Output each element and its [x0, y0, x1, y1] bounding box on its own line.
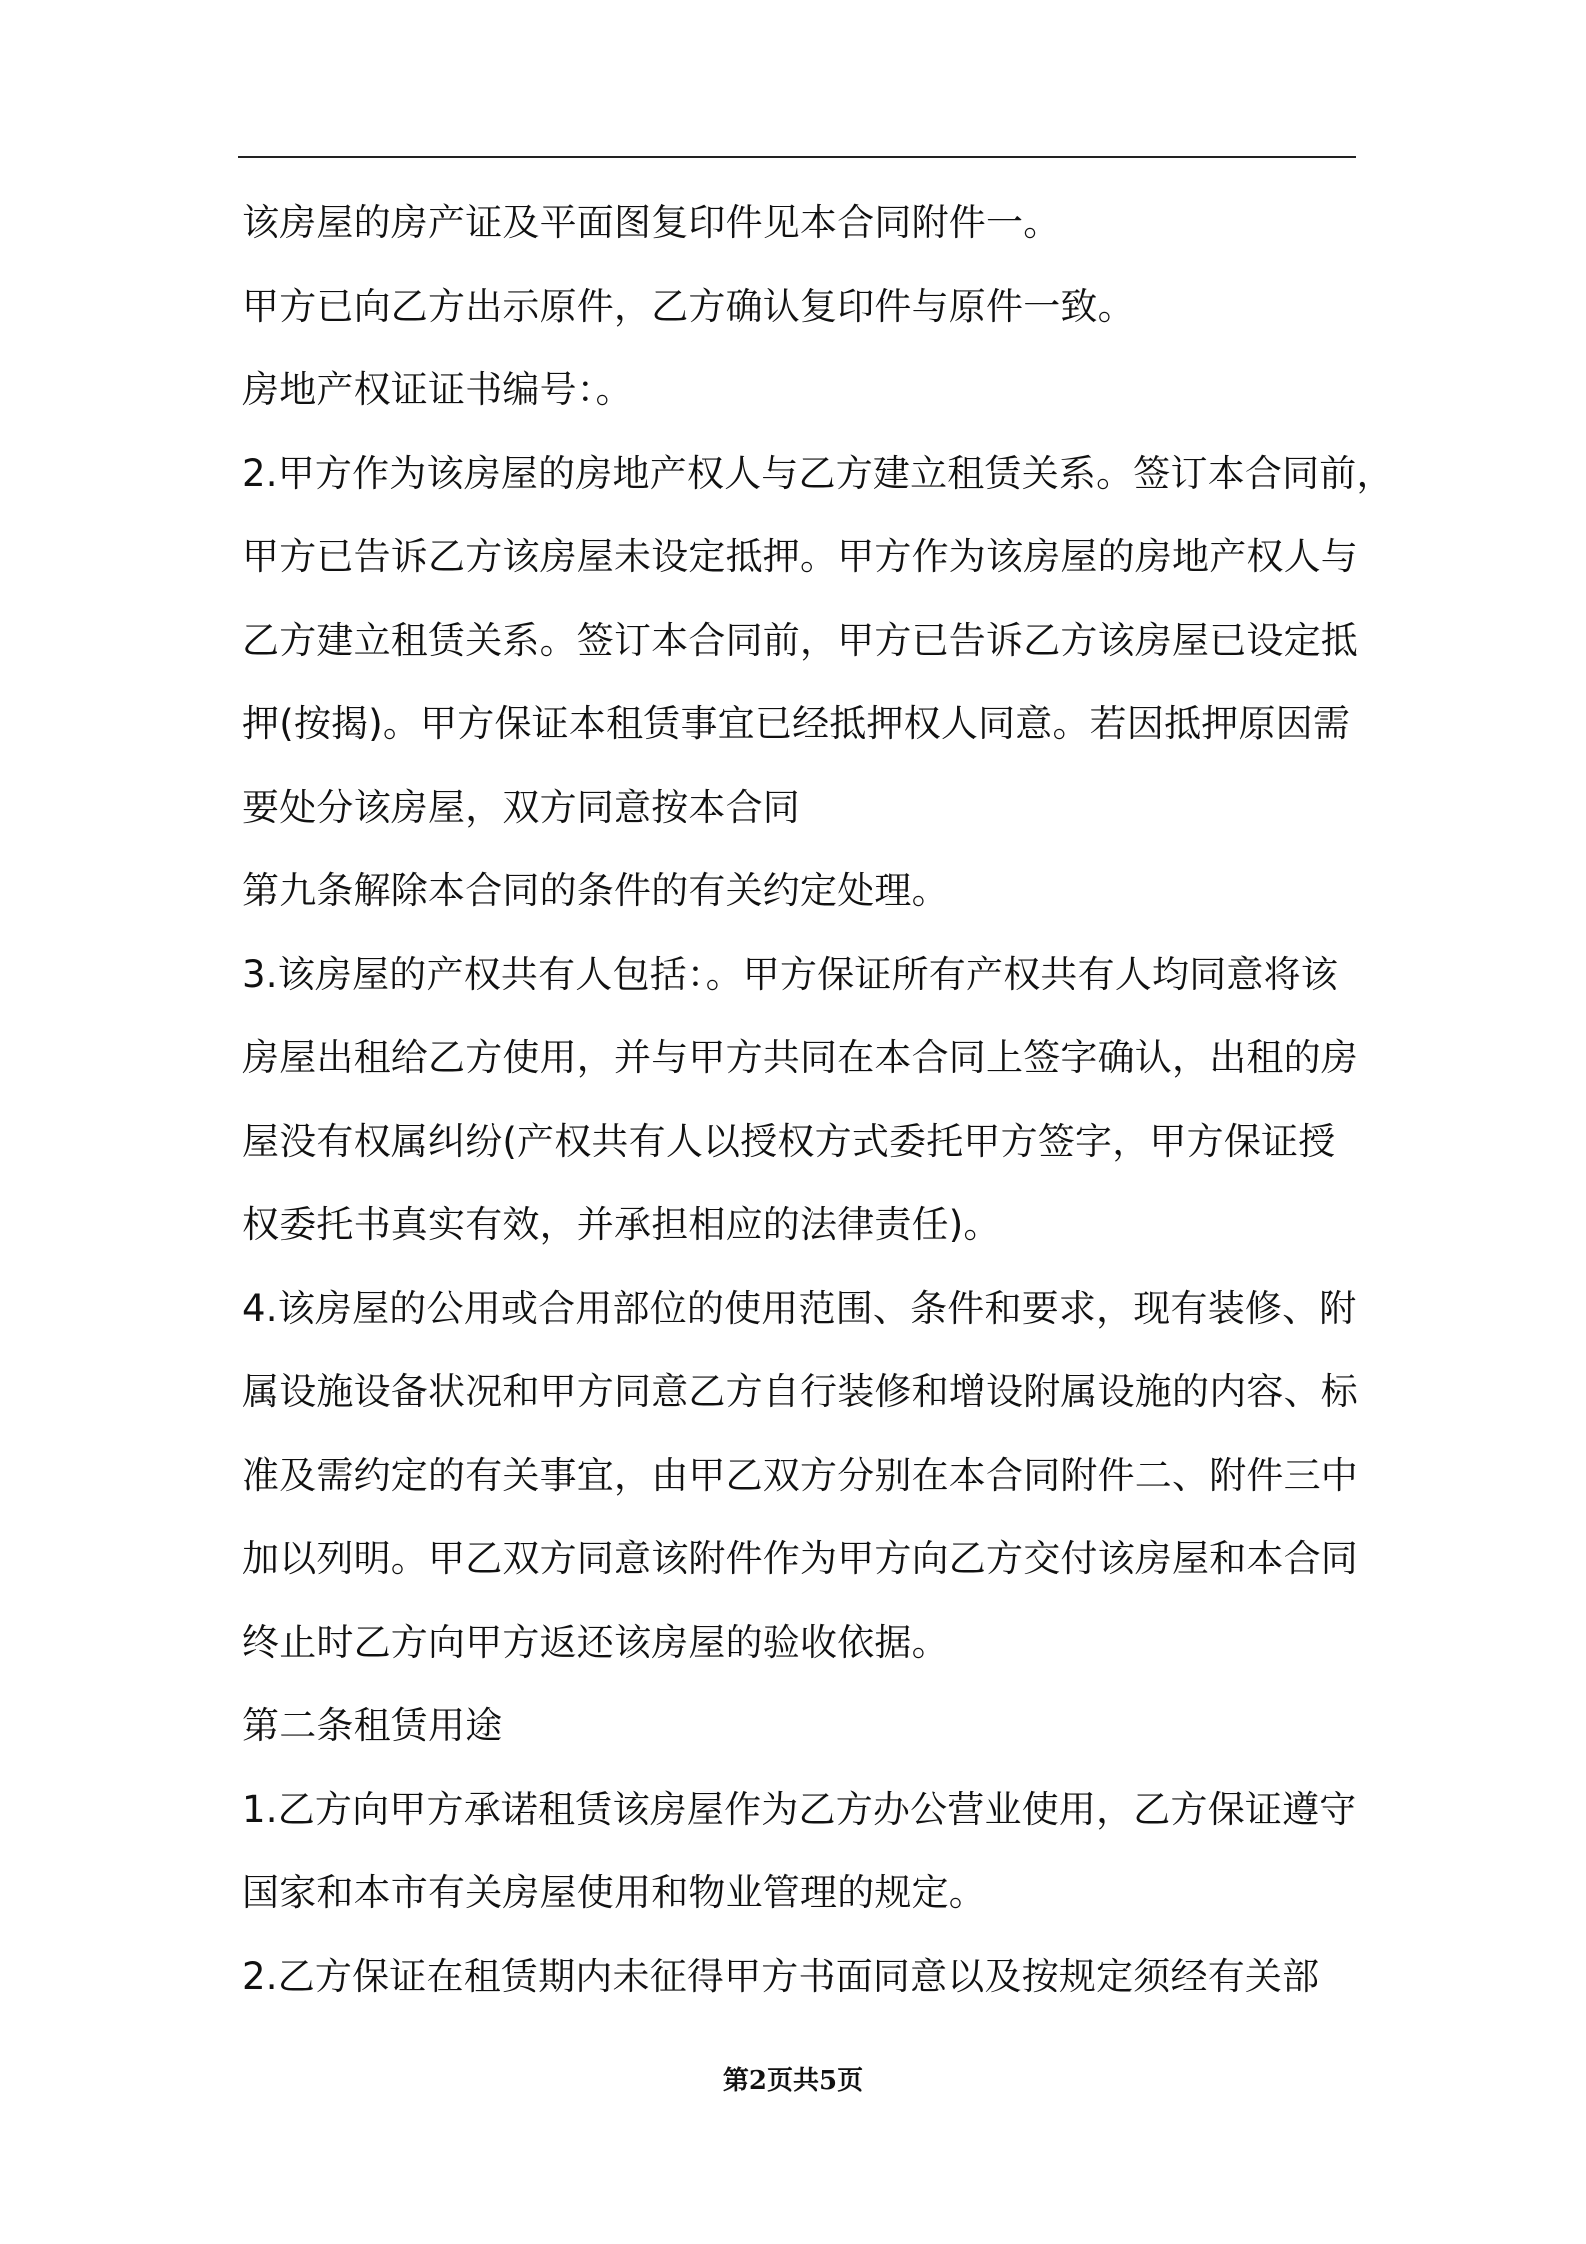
text-line: 第九条解除本合同的条件的有关约定处理。 [242, 869, 949, 912]
text-line: 加以列明。甲乙双方同意该附件作为甲方向乙方交付该房屋和本合同 [242, 1537, 1358, 1580]
text-line: 准及需约定的有关事宜，由甲乙双方分别在本合同附件二、附件三中 [242, 1453, 1358, 1497]
page-number: 第2页共5页 [722, 2066, 864, 2096]
text-line: 甲方已告诉乙方该房屋未设定抵押。甲方作为该房屋的房地产权人与 [242, 535, 1358, 578]
text-line: 甲方已向乙方出示原件，乙方确认复印件与原件一致。 [242, 284, 1135, 328]
text-line: 房地产权证证书编号：。 [242, 368, 633, 411]
text-line: 终止时乙方向甲方返还该房屋的验收依据。 [242, 1620, 949, 1664]
text-line: 属设施设备状况和甲方同意乙方自行装修和增设附属设施的内容、标 [242, 1370, 1358, 1413]
text-line: 国家和本市有关房屋使用和物业管理的规定。 [242, 1871, 986, 1914]
text-line: 乙方建立租赁关系。签订本合同前，甲方已告诉乙方该房屋已设定抵 [242, 618, 1358, 662]
text-line: 房屋出租给乙方使用，并与甲方共同在本合同上签字确认，出租的房 [242, 1036, 1358, 1079]
text-line: 屋没有权属纠纷(产权共有人以授权方式委托甲方签字，甲方保证授 [242, 1119, 1336, 1163]
document-body [242, 198, 1394, 2035]
text-line: 2.甲方作为该房屋的房地产权人与乙方建立租赁关系。签订本合同前， [242, 451, 1394, 495]
text-line: 要处分该房屋，双方同意按本合同 [242, 785, 800, 829]
text-line: 押(按揭)。甲方保证本租赁事宜已经抵押权人同意。若因抵押原因需 [242, 702, 1351, 745]
header-rule [238, 156, 1356, 158]
text-line: 3.该房屋的产权共有人包括：。甲方保证所有产权共有人均同意将该 [242, 952, 1338, 996]
text-line: 1.乙方向甲方承诺租赁该房屋作为乙方办公营业使用，乙方保证遵守 [242, 1787, 1357, 1831]
text-line: 4.该房屋的公用或合用部位的使用范围、条件和要求，现有装修、附 [242, 1286, 1357, 1330]
text-line: 该房屋的房产证及平面图复印件见本合同附件一。 [242, 201, 1061, 244]
text-line: 2.乙方保证在租赁期内未征得甲方书面同意以及按规定须经有关部 [242, 1954, 1320, 1998]
section-heading: 第二条租赁用途 [242, 1704, 503, 1747]
text-line: 权委托书真实有效，并承担相应的法律责任)。 [242, 1203, 1001, 1246]
